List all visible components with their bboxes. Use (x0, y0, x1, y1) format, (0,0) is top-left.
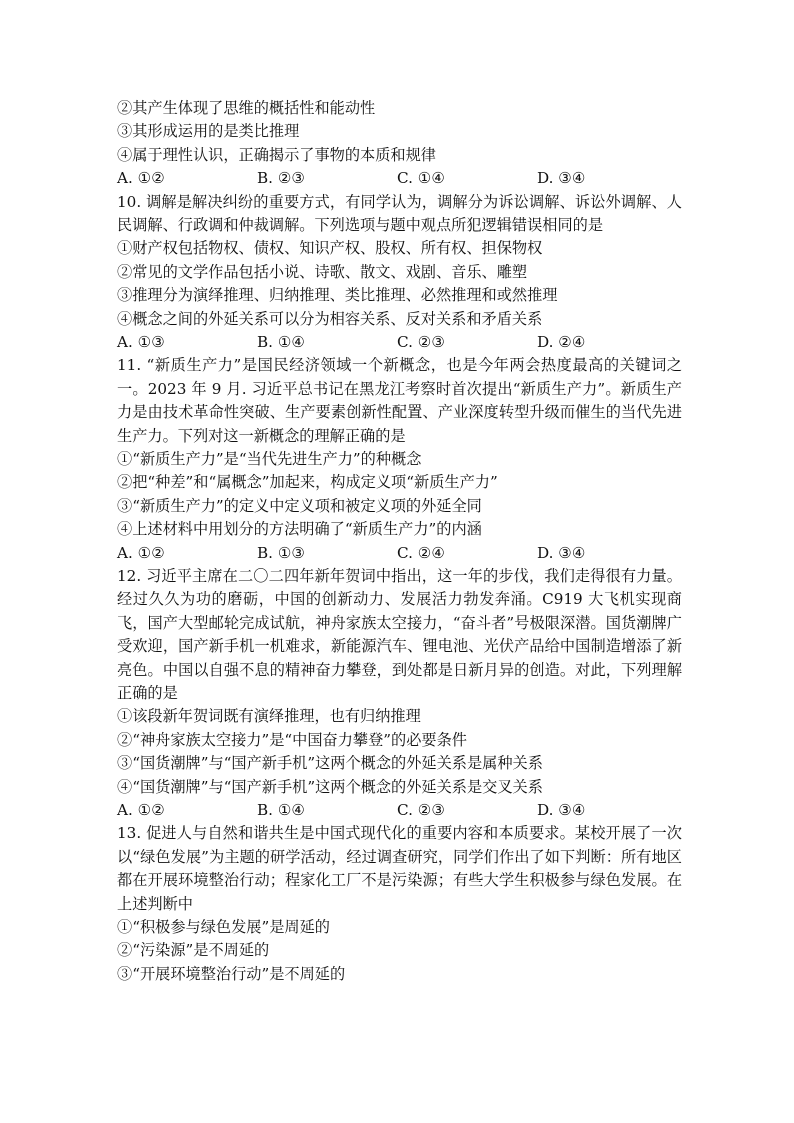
q9-item-4: ④属于理性认识，正确揭示了事物的本质和规律 (117, 145, 436, 164)
q11-item-2: ②把“种差”和“属概念”加起来，构成定义项“新质生产力” (117, 473, 498, 492)
q12-option-b: B. ①④ (257, 800, 306, 819)
q11-stem: 11. “新质生产力”是国民经济领域一个新概念，也是今年两会热度最高的关键词之一。2023 年 9 月. 习近平总书记在黑龙江考察时首次提出“新质生产力”。新质生产力是由技术革命性突破、生产要素创新性配置、产业深度转型升级而催生的当代先进生产力。下列对这一新概念的理解正确的是 (117, 356, 682, 445)
question-12 (117, 565, 682, 822)
q9-options (117, 167, 682, 190)
q11-option-b: B. ①③ (257, 543, 306, 562)
q13-item-3: ③“开展环境整治行动”是不周延的 (117, 964, 346, 983)
question-11 (117, 354, 682, 565)
q12-option-a: A. ①② (117, 800, 165, 819)
q12-item-4: ④“国货潮牌”与“国产新手机”这两个概念的外延关系是交叉关系 (117, 777, 543, 796)
question-13 (117, 822, 682, 986)
q11-option-a: A. ①② (117, 543, 165, 562)
q11-option-c: C. ②④ (397, 543, 445, 562)
q9-option-d: D. ③④ (537, 169, 586, 188)
q10-item-1: ①财产权包括物权、债权、知识产权、股权、所有权、担保物权 (117, 239, 543, 258)
q13-item-2: ②“污染源”是不周延的 (117, 941, 270, 960)
q10-item-3: ③推理分为演绎推理、归纳推理、类比推理、必然推理和或然推理 (117, 286, 558, 305)
q9-item-3: ③其形成运用的是类比推理 (117, 122, 300, 141)
question-10 (117, 191, 682, 355)
q12-item-1: ①该段新年贺词既有演绎推理，也有归纳推理 (117, 707, 421, 726)
q11-item-3: ③“新质生产力”的定义中定义项和被定义项的外延全同 (117, 496, 482, 515)
q9-option-a: A. ①② (117, 169, 165, 188)
q11-option-d: D. ③④ (537, 543, 586, 562)
q10-option-d: D. ②④ (537, 332, 586, 351)
q10-option-b: B. ①④ (257, 332, 306, 351)
q9-option-c: C. ①④ (397, 169, 445, 188)
q12-item-3: ③“国货潮牌”与“国产新手机”这两个概念的外延关系是属种关系 (117, 754, 543, 773)
q12-options (117, 799, 682, 822)
q12-option-c: C. ②③ (397, 800, 445, 819)
q13-stem: 13. 促进人与自然和谐共生是中国式现代化的重要内容和本质要求。某校开展了一次以“绿色发展”为主题的研学活动，经过调查研究，同学们作出了如下判断：所有地区都在开展环境整治行动；程家化工厂不是污染源；有些大学生积极参与绿色发展。在上述判断中 (117, 824, 682, 913)
q11-options (117, 542, 682, 565)
q10-stem: 10. 调解是解决纠纷的重要方式，有同学认为，调解分为诉讼调解、诉讼外调解、人民调解、行政调和仲裁调解。下列选项与题中观点所犯逻辑错误相同的是 (117, 192, 682, 234)
q11-item-1: ①“新质生产力”是“当代先进生产力”的种概念 (117, 449, 422, 468)
q10-options (117, 331, 682, 354)
page-content (117, 97, 682, 986)
q10-item-2: ②常见的文学作品包括小说、诗歌、散文、戏剧、音乐、雕塑 (117, 262, 528, 281)
q13-item-1: ①“积极参与绿色发展”是周延的 (117, 917, 330, 936)
question-9 (117, 97, 682, 191)
q10-item-4: ④概念之间的外延关系可以分为相容关系、反对关系和矛盾关系 (117, 309, 543, 328)
q12-option-d: D. ③④ (537, 800, 586, 819)
q10-option-a: A. ①③ (117, 332, 165, 351)
q12-stem: 12. 习近平主席在二〇二四年新年贺词中指出，这一年的步伐，我们走得很有力量。经过久久为功的磨砺，中国的创新动力、发展活力勃发奔涌。C919 大飞机实现商飞，国产大型邮轮完成试航，神舟家族太空接力，“奋斗者”号极限深潜。国货潮牌广受欢迎，国产新手机一机难求，新能源汽车、锂电池、光伏产品给中国制造增添了新亮色。中国以自强不息的精神奋力攀登，到处都是日新月异的创造。对此，下列理解正确的是 (117, 566, 682, 702)
q9-option-b: B. ②③ (257, 169, 306, 188)
q10-option-c: C. ②③ (397, 332, 445, 351)
q11-item-4: ④上述材料中用划分的方法明确了“新质生产力”的内涵 (117, 520, 482, 539)
q9-item-2: ②其产生体现了思维的概括性和能动性 (117, 99, 376, 117)
q12-item-2: ②“神舟家族太空接力”是“中国奋力攀登”的必要条件 (117, 730, 467, 749)
